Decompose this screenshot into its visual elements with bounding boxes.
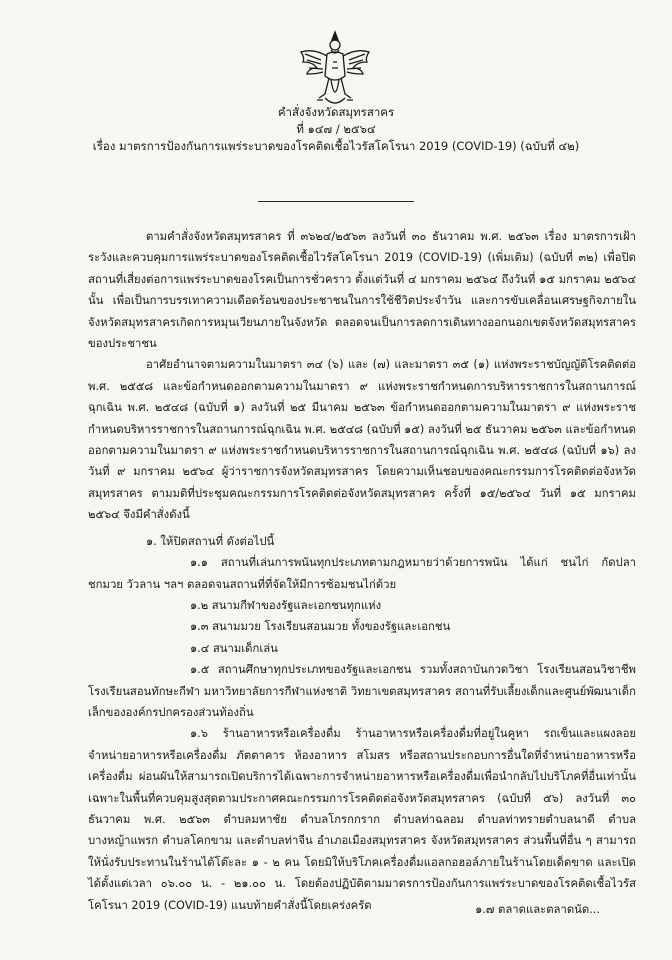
item-1-5: ๑.๕ สถานศึกษาทุกประเภทของรัฐและเอกชน รวมทั้งสถาบันกวดวิชา โรงเรียนสอนวิชาชีพ โรงเรียนสอนทักษะกีฬา มหาวิทยาลัยการกีฬาแห่งชาติ วิทยาเขตสมุทรสาคร สถานที่รับเลี้ยงเด็กและศูนย์พัฒนาเด็กเล็กขององค์กรปกครองส่วนท้องถิ่น xyxy=(88,663,636,719)
header-divider xyxy=(258,201,414,202)
order-number: ที่ ๑๔๗ / ๒๕๖๔ xyxy=(296,122,376,136)
item-1-6: ๑.๖ ร้านอาหารหรือเครื่องดื่ม ร้านอาหารหรือเครื่องดื่มที่อยู่ในคูหา รถเข็นและแผงลอยจำหน่ายอาหารหรือเครื่องดื่ม ภัตตาคาร ห้องอาหาร สโมสร หรือสถานประกอบการอื่นใดที่จำหน่ายอาหารหรือเครื่องดื่ม ผ่อนผันให้สามารถเปิดบริการได้เฉพาะการจำหน่ายอาหารหรือเครื่องดื่มเพื่อนำกลับไปบริโภคที่อื่นเท่านั้น เฉพาะในพื้นที่ควบคุมสูงสุดตามประกาศคณะกรรมการโรคติดต่อจังหวัดสมุทรสาคร (ฉบับที่ ๕๖) ลงวันที่ ๓๐ ธันวาคม พ.ศ. ๒๕๖๓ ตำบลมหาชัย ตำบลโกรกกราก ตำบลท่าฉลอม ตำบลท่าทรายตำบลนาดี ตำบลบางหญ้าแพรก ตำบลโคกขาม และตำบลท่าจีน อำเภอเมืองสมุทรสาคร จังหวัดสมุทรสาคร ส่วนพื้นที่อื่น ๆ สามารถให้นั่งรับประทานในร้านได้โต๊ะละ ๑ - ๒ คน โดยมิให้บริโภคเครื่องดื่มแอลกอฮอล์ภายในร้านโดยเด็ดขาด และเปิดได้ตั้งแต่เวลา ๐๖.๐๐ น. - ๒๑.๐๐ น. โดยต้องปฏิบัติตามมาตรการป้องกันการแพร่ระบาดของโรคติดเชื้อไวรัสโคโรนา 2019 (COVID-19) แนบท้ายคำสั่งนี้โดยเคร่งครัด xyxy=(88,727,636,912)
item-1-1: ๑.๑ สถานที่เล่นการพนันทุกประเภทตามกฎหมายว่าด้วยการพนัน ได้แก่ ชนไก่ กัดปลา ชกมวย วัวลาน ฯลฯ ตลอดจนสถานที่ที่จัดให้มีการซ้อมชนไก่ด้วย xyxy=(88,556,636,591)
paragraph-authority: อาศัยอำนาจตามความในมาตรา ๓๔ (๖) และ (๗) และมาตรา ๓๕ (๑) แห่งพระราชบัญญัติโรคติดต่อ พ.ศ. ๒๕๕๘ และข้อกำหนดออกตามความในมาตรา ๙ แห่งพระราชกำหนดการบริหารราชการในสถานการณ์ฉุกเฉิน พ.ศ. ๒๕๔๘ (ฉบับที่ ๑) ลงวันที่ ๒๕ มีนาคม ๒๕๖๓ ข้อกำหนดออกตามความในมาตรา ๙ แห่งพระราชกำหนดบริหารราชการในสถานการณ์ฉุกเฉิน พ.ศ. ๒๕๔๘ (ฉบับที่ ๑๕) ลงวันที่ ๒๕ ธันวาคม ๒๕๖๓ และข้อกำหนดออกตามความในมาตรา ๙ แห่งพระราชกำหนดบริหารราชการในสถานการณ์ฉุกเฉิน พ.ศ. ๒๕๔๘ (ฉบับที่ ๑๖) ลงวันที่ ๙ มกราคม ๒๕๖๔ ผู้ว่าราชการจังหวัดสมุทรสาคร โดยความเห็นชอบของคณะกรรมการโรคติดต่อจังหวัดสมุทรสาคร ตามมติที่ประชุมคณะกรรมการโรคติดต่อจังหวัดสมุทรสาคร ครั้งที่ ๑๕/๒๕๖๔ วันที่ ๑๕ มกราคม ๒๕๖๔ จึงมีคำสั่งดังนี้ xyxy=(88,358,636,522)
paragraph-background: ตามคำสั่งจังหวัดสมุทรสาคร ที่ ๓๖๒๔/๒๕๖๓ ลงวันที่ ๓๐ ธันวาคม พ.ศ. ๒๕๖๓ เรื่อง มาตรการเฝ้าระวังและควบคุมการแพร่ระบาดของโรคติดเชื้อไวรัสโคโรนา 2019 (COVID-19) (เพิ่มเติม) (ฉบับที่ ๓๒) เพื่อปิดสถานที่เสี่ยงต่อการแพร่ระบาดของโรคเป็นการชั่วคราว ตั้งแต่วันที่ ๔ มกราคม ๒๕๖๔ ถึงวันที่ ๑๕ มกราคม ๒๕๖๔ นั้น เพื่อเป็นการบรรเทาความเดือดร้อนของประชาชนในการใช้ชีวิตประจำวัน และการขับเคลื่อนเศรษฐกิจภายในจังหวัดสมุทรสาครเกิดการหมุนเวียนภายในจังหวัด ตลอดจนเป็นการลดการเดินทางออกนอกเขตจังหวัดสมุทรสาครของประชาชน xyxy=(88,230,636,351)
item-1-4: ๑.๔ สนามเด็กเล่น xyxy=(190,641,278,655)
item-1-3: ๑.๓ สนามมวย โรงเรียนสอนมวย ทั้งของรัฐและเอกชน xyxy=(190,620,451,634)
item-1-2: ๑.๒ สนามกีฬาของรัฐและเอกชนทุกแห่ง xyxy=(190,598,382,612)
order-title: คำสั่งจังหวัดสมุทรสาคร xyxy=(277,105,395,119)
order-subject: เรื่อง มาตรการป้องกันการแพร่ระบาดของโรคติดเชื้อไวรัสโคโรนา 2019 (COVID-19) (ฉบับที่ ๔๒) xyxy=(92,139,580,153)
document-body xyxy=(88,226,636,916)
garuda-emblem-icon xyxy=(295,28,375,112)
section-1-heading: ๑. ให้ปิดสถานที่ ดังต่อไปนี้ xyxy=(146,534,275,548)
continuation-marker: ๑.๗ ตลาดและตลาดนัด... xyxy=(475,903,600,916)
